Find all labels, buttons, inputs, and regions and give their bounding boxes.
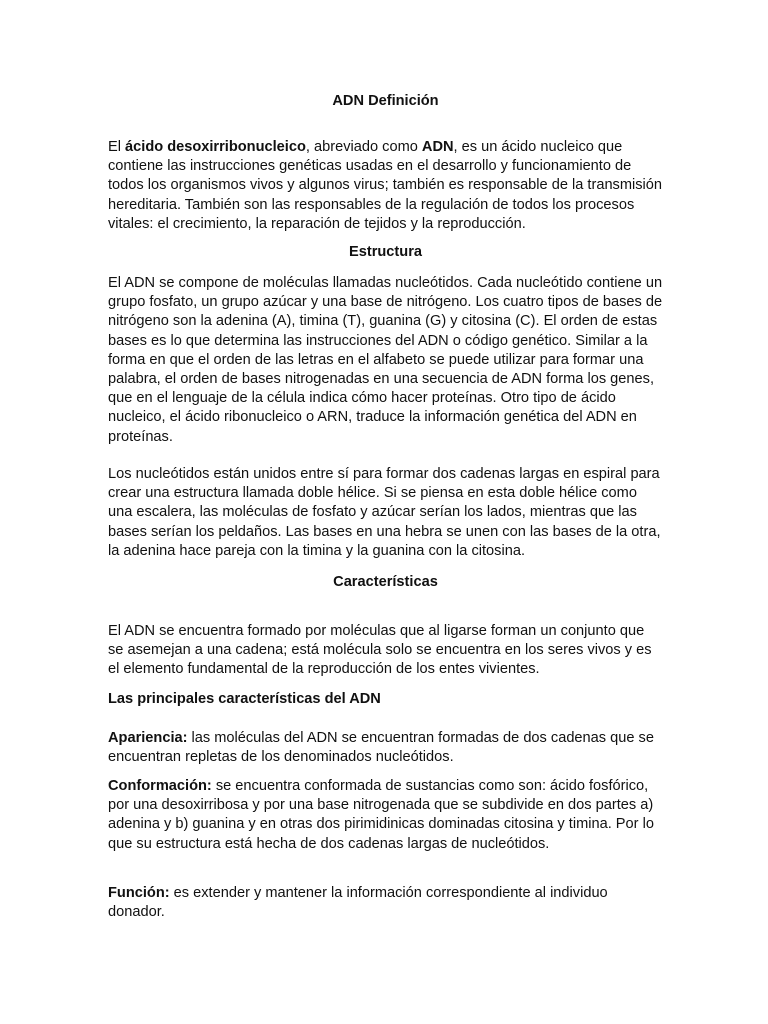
estructura-paragraph-2: Los nucleótidos están unidos entre sí para formar dos cadenas largas en espiral para crear una estructura llamada doble hélice. Si se piensa en esta doble hélice como una escalera, las moléculas de fosfato y azúcar serían los lados, mientras que las bases serían los peldaños. Las bases en una hebra se unen con las bases de la otra, la adenina hace pareja con la timina y la guanina con la citosina. [108, 466, 661, 559]
heading-estructura: Estructura [349, 244, 422, 260]
caracteristicas-paragraph: El ADN se encuentra formado por moléculas que al ligarse forman un conjunto que se asemejan a una cadena; está molécula solo se encuentra en los seres vivos y es el elemento fundamental de la reproducción de los entes vivientes. [108, 623, 652, 678]
intro-bold-term: ácido desoxirribonucleico [125, 139, 306, 155]
item-funcion-text: es extender y mantener la información correspondiente al individuo donador. [108, 885, 608, 921]
item-conformacion [108, 777, 663, 854]
intro-paragraph [108, 138, 663, 234]
item-apariencia-label: Apariencia: [108, 730, 188, 746]
item-funcion-label: Función: [108, 885, 170, 901]
item-apariencia-text: las moléculas del ADN se encuentran formadas de dos cadenas que se encuentran repletas de los denominados nucleótidos. [108, 730, 654, 766]
item-apariencia [108, 729, 663, 767]
intro-text-1: El [108, 139, 126, 155]
item-conformacion-label: Conformación: [108, 778, 212, 794]
intro-text-3: , es un ácido nucleico que contiene las instrucciones genéticas usadas en el desarrollo y funcionamiento de todos los organismos vivos y algunos virus; también es responsable de la transmisión hereditaria. También son las responsables de la regulación de todos los procesos vitales: el crecimiento, la reparación de tejidos y la reproducción. [108, 139, 663, 232]
item-funcion [108, 884, 663, 922]
document-title: ADN Definición [332, 93, 439, 109]
intro-bold-abbrev: ADN [421, 139, 454, 155]
heading-caracteristicas: Características [333, 574, 438, 590]
subheading-principales: Las principales características del ADN [108, 691, 381, 707]
item-conformacion-text: se encuentra conformada de sustancias como son: ácido fosfórico, por una desoxirribosa y por una base nitrogenada que se subdivide en dos partes a) adenina y b) guanina y en otras dos pirimidinicas dominadas citosina y timina. Por lo que su estructura está hecha de dos cadenas largas de nucleótidos. [108, 778, 654, 852]
intro-text-2: , abreviado como [305, 139, 422, 155]
estructura-paragraph-1: El ADN se compone de moléculas llamadas nucleótidos. Cada nucleótido contiene un grupo fosfato, un grupo azúcar y una base de nitrógeno. Los cuatro tipos de bases de nitrógeno son la adenina (A), timina (T), guanina (G) y citosina (C). El orden de estas bases es lo que determina las instrucciones del ADN o código genético. Similar a la forma en que el orden de las letras en el alfabeto se puede utilizar para formar una palabra, el orden de bases nitrogenadas en una secuencia de ADN forma los genes, que en el lenguaje de la célula indica cómo hacer proteínas. Otro tipo de ácido nucleico, el ácido ribonucleico o ARN, traduce la información genética del ADN en proteínas. [108, 275, 663, 445]
